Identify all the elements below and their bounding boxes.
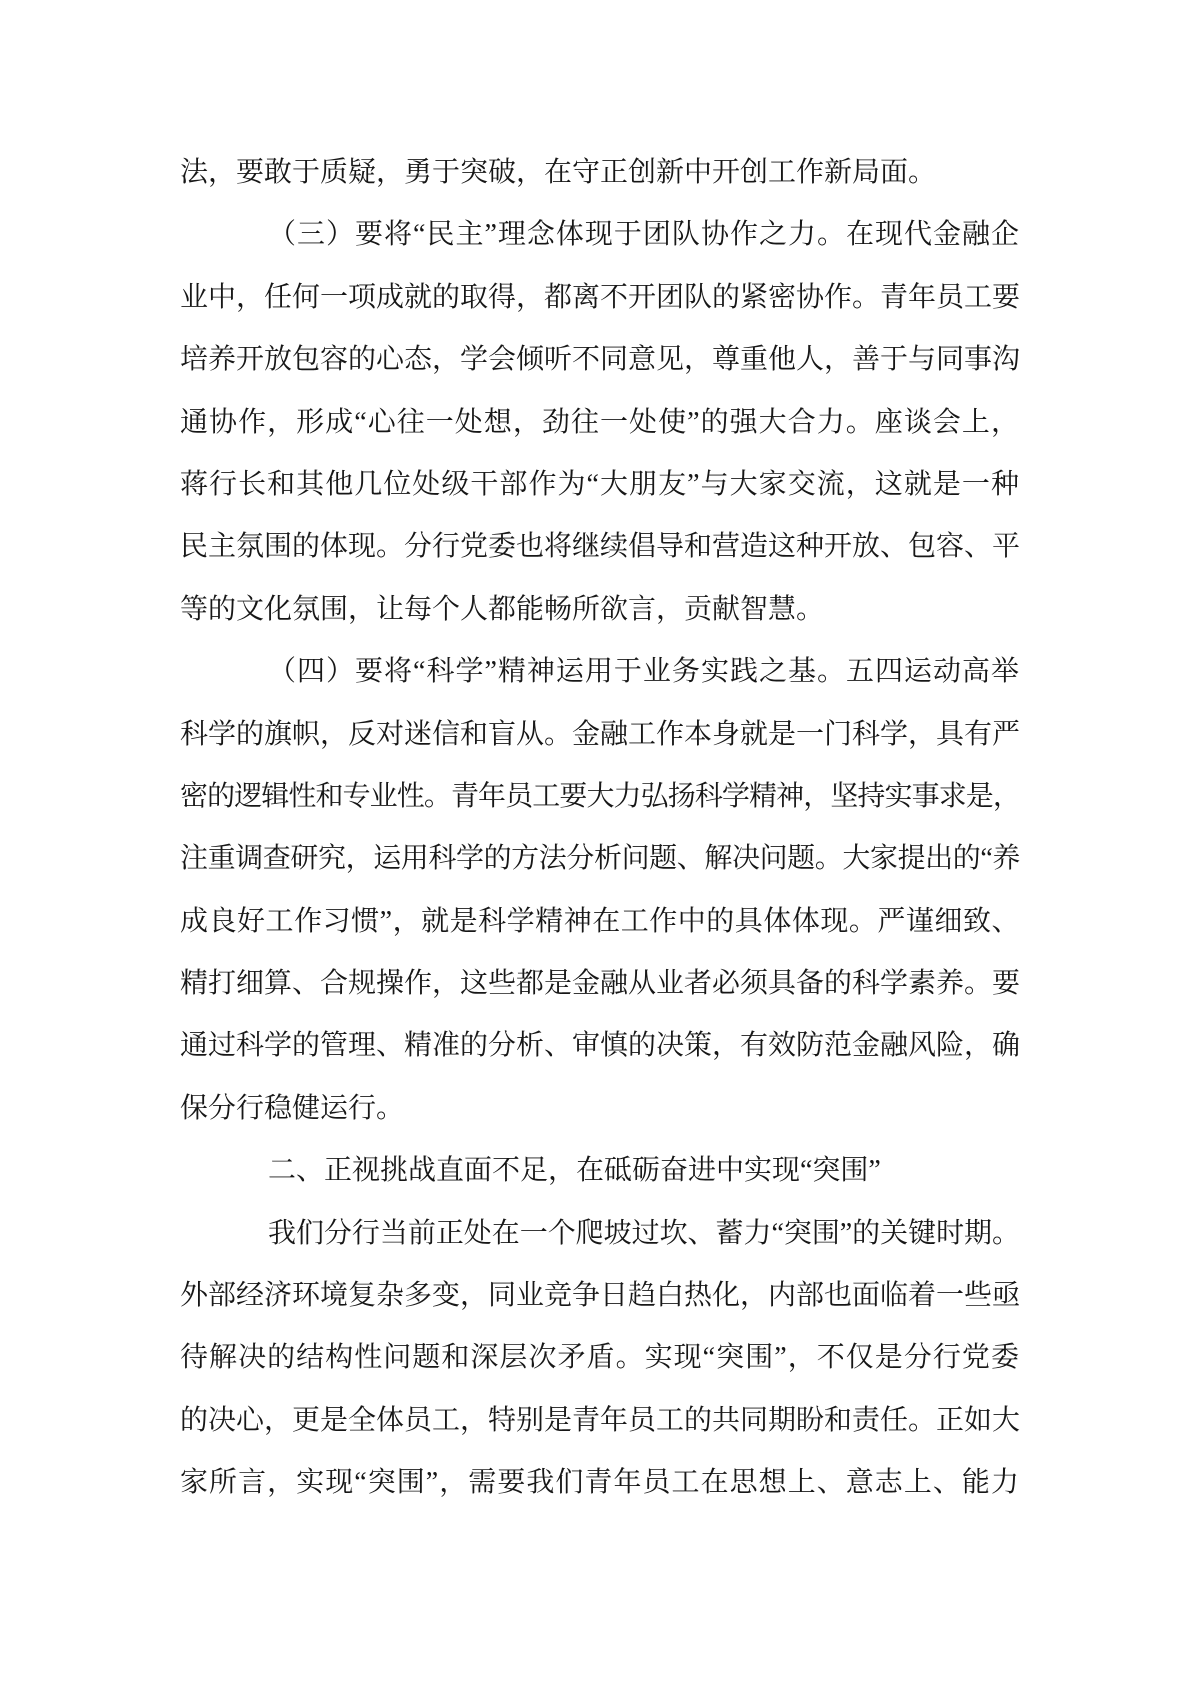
text-line-content: 我们分行当前正处在一个爬坡过坎、蓄力“突围”的关键时期。 — [268, 1217, 1020, 1249]
text-line-content: 外部经济环境复杂多变，同业竞争日趋白热化，内部也面临着一些亟 — [180, 1280, 1021, 1312]
text-line — [180, 142, 1020, 204]
text-line — [180, 516, 1020, 578]
text-line-content: 等的文化氛围，让每个人都能畅所欲言，贡献智慧。 — [180, 593, 825, 625]
text-line — [180, 766, 1020, 828]
text-line — [180, 1078, 1020, 1140]
text-line — [180, 392, 1020, 454]
text-line — [180, 1015, 1020, 1077]
text-line-content: （三）要将“民主”理念体现于团队协作之力。在现代金融企 — [268, 219, 1020, 251]
text-line-content: 二、正视挑战直面不足，在砥砺奋进中实现“突围” — [268, 1155, 881, 1187]
text-line-content: 成良好工作习惯”，就是科学精神在工作中的具体体现。严谨细致、 — [180, 905, 1020, 937]
text-line-content: 精打细算、合规操作，这些都是金融从业者必须具备的科学素养。要 — [180, 968, 1021, 1000]
text-line — [180, 891, 1020, 953]
text-line-content: 注重调查研究，运用科学的方法分析问题、解决问题。大家提出的“养 — [180, 843, 1020, 875]
text-line — [180, 953, 1020, 1015]
text-line-content: 通过科学的管理、精准的分析、审慎的决策，有效防范金融风险，确 — [180, 1030, 1021, 1062]
text-line — [180, 641, 1020, 703]
text-line-content: 培养开放包容的心态，学会倾听不同意见，尊重他人，善于与同事沟 — [180, 344, 1021, 376]
text-line — [180, 1203, 1020, 1265]
text-line — [180, 1327, 1020, 1389]
text-line-content: 业中，任何一项成就的取得，都离不开团队的紧密协作。青年员工要 — [180, 281, 1021, 313]
text-line — [180, 454, 1020, 516]
text-line-content: 通协作，形成“心往一处想，劲往一处使”的强大合力。座谈会上， — [180, 406, 1020, 438]
document-body — [180, 142, 1020, 1515]
text-line-content: （四）要将“科学”精神运用于业务实践之基。五四运动高举 — [268, 656, 1020, 688]
text-line — [180, 579, 1020, 641]
text-line-content: 法，要敢于质疑，勇于突破，在守正创新中开创工作新局面。 — [180, 157, 937, 188]
text-line — [180, 204, 1020, 266]
text-line — [180, 1140, 1020, 1202]
text-line-content: 待解决的结构性问题和深层次矛盾。实现“突围”，不仅是分行党委 — [180, 1342, 1020, 1374]
text-line-content: 密的逻辑性和专业性。青年员工要大力弘扬科学精神，坚持实事求是， — [180, 780, 1020, 812]
text-line — [180, 1452, 1020, 1514]
text-line-content: 民主氛围的体现。分行党委也将继续倡导和营造这种开放、包容、平 — [180, 531, 1021, 563]
text-line-content: 蒋行长和其他几位处级干部作为“大朋友”与大家交流，这就是一种 — [180, 468, 1020, 500]
text-line — [180, 1390, 1020, 1452]
text-line — [180, 267, 1020, 329]
text-line — [180, 329, 1020, 391]
text-line-content: 科学的旗帜，反对迷信和盲从。金融工作本身就是一门科学，具有严 — [180, 718, 1021, 750]
text-line — [180, 1265, 1020, 1327]
text-line-content: 保分行稳健运行。 — [180, 1092, 405, 1124]
text-line — [180, 704, 1020, 766]
text-line-content: 的决心，更是全体员工，特别是青年员工的共同期盼和责任。正如大 — [180, 1404, 1021, 1436]
text-line — [180, 828, 1020, 890]
text-line-content: 家所言，实现“突围”，需要我们青年员工在思想上、意志上、能力 — [180, 1467, 1020, 1499]
